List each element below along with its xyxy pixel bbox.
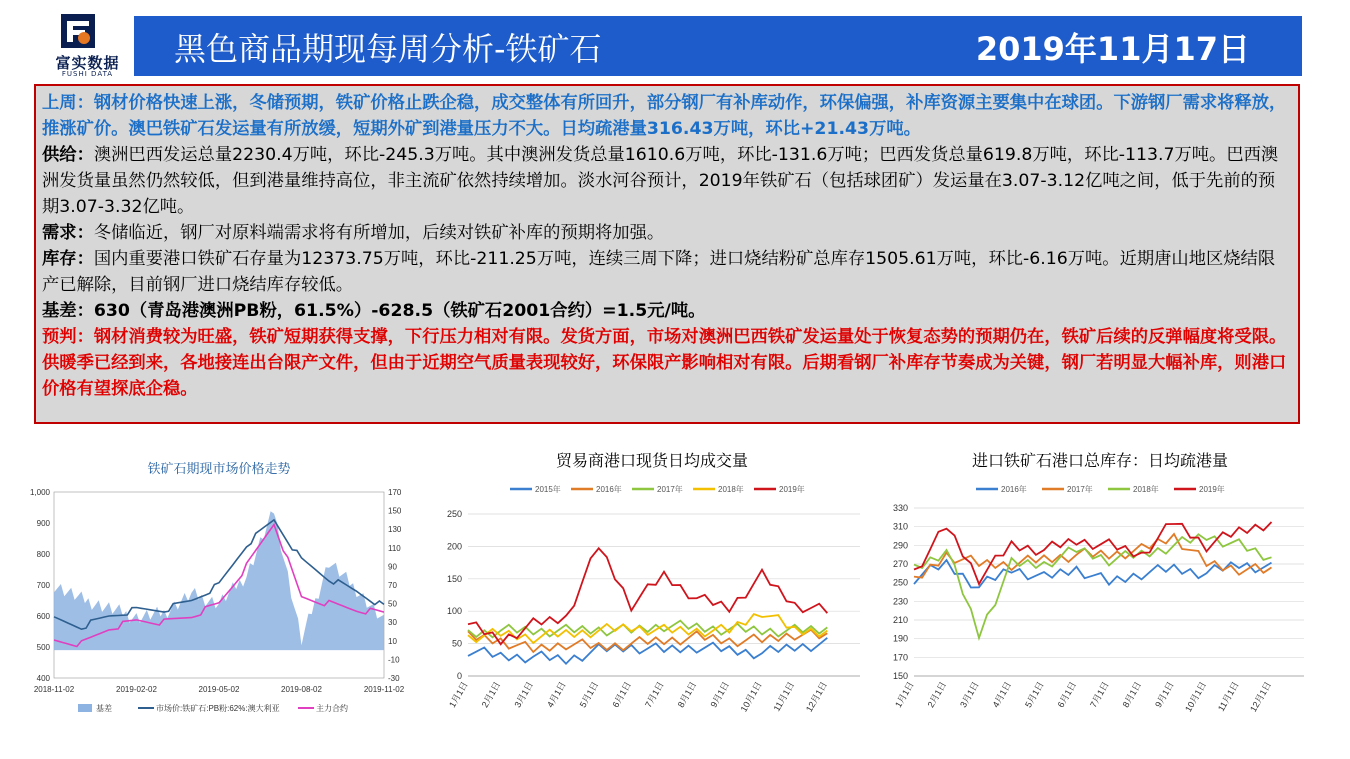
demand-label: 需求： [42, 223, 94, 243]
y-tick-label: 150 [892, 671, 908, 681]
weekly-summary [34, 84, 1300, 424]
port-clearance-chart [880, 440, 1320, 722]
y-tick-label: 210 [892, 615, 908, 625]
y-tick-label: 0 [456, 671, 462, 681]
x-tick-label: 4月1日 [990, 680, 1014, 710]
supply-label: 供给： [42, 145, 94, 165]
x-tick-label: 2月1日 [479, 680, 503, 710]
logo [40, 12, 135, 78]
y-right-tick-label: 70 [388, 581, 397, 590]
forecast-text: 钢材消费较为旺盛，铁矿短期获得支撑，下行压力相对有限。发货方面，市场对澳洲巴西铁矿发运量处于恢复态势的预期仍在，铁矿后续的反弹幅度将受限。供暖季已经到来，各地接连出台限产文件，但由于近期空气质量表现较好，环保限产影响相对有限。后期看钢厂补库存节奏成为关键，钢厂若明显大幅补库，则港口价格有望探底企稳。 [42, 327, 1287, 399]
y-tick-label: 310 [892, 521, 908, 532]
legend-label: 主力合约 [316, 704, 348, 713]
legend-label: 2016年 [1001, 485, 1027, 494]
price-trend-plot [14, 452, 424, 722]
legend-label: 2017年 [1067, 485, 1093, 494]
basis-paragraph [42, 298, 1292, 324]
forecast-label: 预判： [42, 327, 94, 347]
legend-label: 2018年 [718, 485, 744, 494]
trade-volume-chart [438, 440, 866, 722]
forecast-paragraph [42, 324, 1292, 402]
price-trend-title: 铁矿石期现市场价格走势 [147, 462, 291, 477]
x-tick-label: 4月1日 [545, 680, 568, 710]
x-tick-label: 1月1日 [447, 680, 470, 710]
header [0, 0, 1350, 80]
title-bar [134, 16, 1302, 76]
x-tick-label: 5月1日 [577, 680, 601, 710]
legend-label: 基差 [96, 704, 112, 713]
x-tick-label: 10月1日 [738, 680, 764, 714]
page-title: 黑色商品期现每周分析-铁矿石 [174, 30, 602, 68]
x-tick-label: 8月1日 [1120, 680, 1144, 710]
legend-label: 2019年 [779, 485, 805, 494]
x-tick-label: 2019-05-02 [198, 685, 240, 694]
y-left-tick-label: 700 [36, 581, 50, 590]
x-tick-label: 2019-11-02 [363, 685, 405, 694]
x-tick-label: 2019-02-02 [116, 685, 157, 694]
x-tick-label: 11月1日 [1215, 680, 1241, 714]
x-tick-label: 7月1日 [643, 680, 666, 710]
y-right-tick-label: 90 [388, 562, 397, 572]
x-tick-label: 10月1日 [1183, 680, 1209, 714]
legend-label: 市场价:铁矿石:PB粉:62%:澳大利亚 [156, 704, 280, 713]
logo-cn-text: 富实数据 [55, 54, 120, 72]
series-line-3 [914, 522, 1272, 584]
demand-paragraph [42, 220, 1292, 246]
x-tick-label: 12月1日 [1248, 680, 1274, 714]
y-right-tick-label: 170 [388, 488, 402, 497]
report-date: 2019年11月17日 [975, 30, 1250, 68]
legend-label: 2015年 [535, 485, 561, 494]
y-tick-label: 50 [451, 638, 462, 649]
x-tick-label: 9月1日 [708, 680, 732, 710]
y-right-tick-label: 30 [388, 618, 397, 628]
x-tick-label: 8月1日 [675, 680, 699, 710]
y-left-tick-label: 600 [36, 612, 50, 621]
port-clearance-title: 进口铁矿石港口总库存：日均疏港量 [971, 451, 1228, 470]
y-right-tick-label: 130 [388, 525, 402, 535]
trade-volume-title: 贸易商港口现货日均成交量 [555, 451, 748, 470]
logo-icon [59, 12, 97, 50]
y-left-tick-label: 400 [36, 674, 50, 683]
y-left-tick-label: 800 [36, 550, 50, 559]
x-tick-label: 2018-11-02 [33, 685, 75, 694]
price-trend-chart [14, 452, 424, 722]
y-right-tick-label: 50 [388, 599, 397, 609]
series-area-0 [54, 511, 384, 650]
inventory-text: 国内重要港口铁矿石存量为12373.75万吨，环比-211.25万吨，连续三周下降；进口烧结粉矿总库存1505.61万吨，环比-6.16万吨。近期唐山地区烧结限产已解除，目前钢厂进口烧结库存较低。 [42, 249, 1276, 295]
inventory-paragraph [42, 246, 1292, 298]
supply-paragraph [42, 142, 1292, 220]
x-tick-label: 2月1日 [925, 680, 949, 710]
y-left-tick-label: 900 [36, 519, 50, 528]
legend-label: 2017年 [657, 485, 683, 494]
series-line-0 [468, 638, 827, 664]
legend-swatch [78, 704, 92, 712]
x-tick-label: 3月1日 [512, 680, 536, 710]
port-clearance-plot [880, 440, 1320, 722]
trade-volume-plot [438, 440, 866, 722]
legend-label: 2019年 [1199, 485, 1225, 494]
inventory-label: 库存： [42, 249, 94, 269]
y-tick-label: 270 [892, 559, 908, 569]
y-right-tick-label: 10 [388, 636, 397, 646]
y-tick-label: 250 [446, 509, 462, 519]
y-tick-label: 250 [892, 577, 908, 588]
logo-en-text: FUSHI DATA [61, 70, 114, 78]
y-left-tick-label: 1,000 [29, 488, 50, 497]
x-tick-label: 3月1日 [958, 680, 981, 710]
y-tick-label: 330 [892, 503, 908, 513]
legend-label: 2016年 [596, 485, 622, 494]
y-right-tick-label: -10 [388, 655, 400, 665]
basis-label: 基差： [42, 301, 94, 321]
y-tick-label: 170 [892, 652, 908, 663]
y-right-tick-label: -30 [388, 674, 400, 683]
x-tick-label: 2019-08-02 [281, 685, 322, 694]
y-tick-label: 150 [446, 573, 462, 584]
last-week-paragraph [42, 90, 1292, 142]
y-left-tick-label: 500 [36, 643, 50, 652]
x-tick-label: 7月1日 [1088, 680, 1111, 710]
basis-text: 630（青岛港澳洲PB粉，61.5%）-628.5（铁矿石2001合约）=1.5元/吨。 [93, 301, 706, 321]
y-tick-label: 190 [892, 633, 908, 644]
supply-text: 澳洲巴西发运总量2230.4万吨，环比-245.3万吨。其中澳洲发货总量1610.6万吨，环比-131.6万吨；巴西发货总量619.8万吨，环比-113.7万吨。巴西澳洲发货量虽然仍然较低，但到港量维持高位，非主流矿依然持续增加。淡水河谷预计，2019年铁矿石（包括球团矿）发运量在3.07-3.12亿吨之间，低于先前的预期3.07-3.32亿吨。 [42, 145, 1279, 217]
y-tick-label: 100 [446, 606, 462, 617]
last-week-label: 上周： [42, 93, 94, 113]
y-right-tick-label: 150 [388, 506, 402, 516]
x-tick-label: 12月1日 [803, 680, 830, 714]
last-week-text: 钢材价格快速上涨，冬储预期，铁矿价格止跌企稳，成交整体有所回升，部分钢厂有补库动作，环保偏强，补库资源主要集中在球团。下游钢厂需求将释放，推涨矿价。澳巴铁矿石发运量有所放缓，短期外矿到港量压力不大。日均疏港量316.43万吨，环比+21.43万吨。 [42, 93, 1287, 139]
y-tick-label: 290 [892, 540, 908, 551]
x-tick-label: 5月1日 [1023, 680, 1046, 710]
x-tick-label: 6月1日 [610, 680, 634, 710]
x-tick-label: 1月1日 [893, 680, 916, 710]
y-tick-label: 200 [446, 541, 462, 552]
y-tick-label: 230 [892, 596, 908, 607]
legend-label: 2018年 [1133, 485, 1159, 494]
y-right-tick-label: 110 [388, 543, 401, 553]
x-tick-label: 9月1日 [1153, 680, 1176, 710]
demand-text: 冬储临近，钢厂对原料端需求将有所增加，后续对铁矿补库的预期将加强。 [93, 223, 665, 243]
x-tick-label: 6月1日 [1055, 680, 1079, 710]
x-tick-label: 11月1日 [771, 680, 797, 714]
